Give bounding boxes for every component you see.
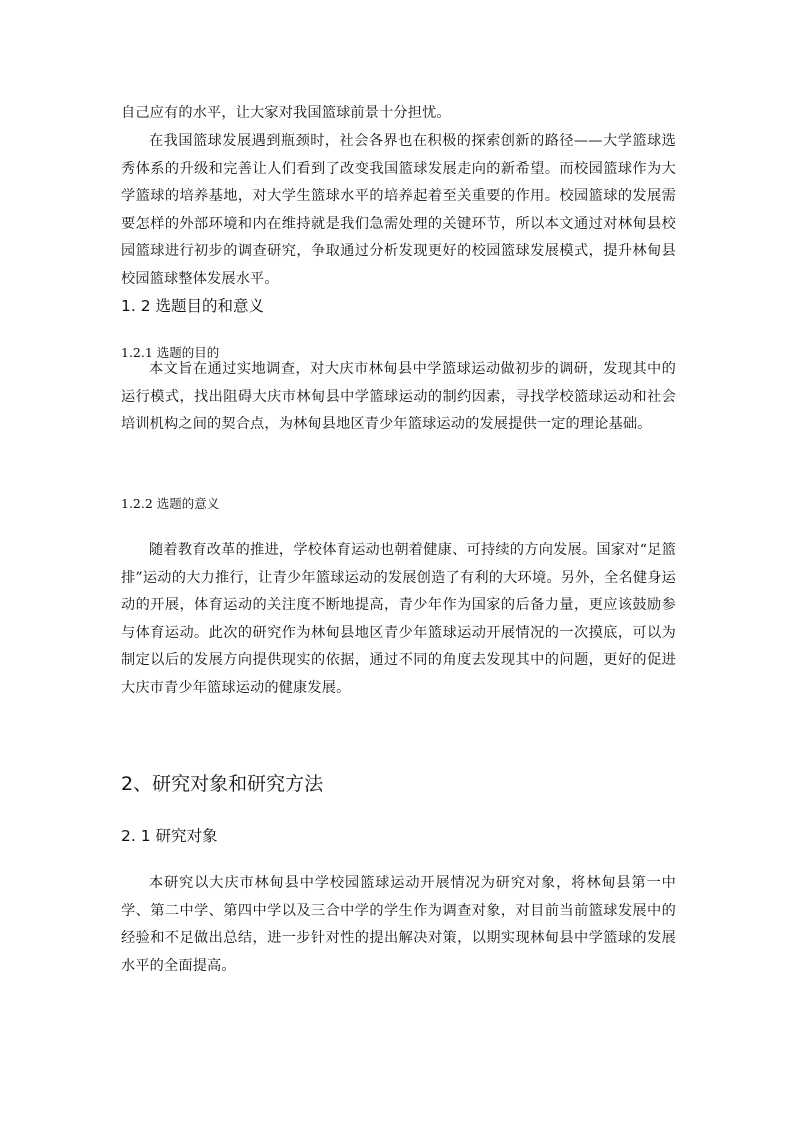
chapter-heading-2: 2、研究对象和研究方法	[121, 773, 324, 795]
subsection-heading-1-2-2: 1.2.2 选题的意义	[121, 496, 220, 511]
paragraph-purpose: 本文旨在通过实地调查，对大庆市林甸县中学篮球运动做初步的调研，发现其中的运行模式，找出阻碍大庆市林甸县中学篮球运动的制约因素，寻找学校篮球运动和社会培训机构之间的契合点，为林甸县地区青少年篮球运动的发展提供一定的理论基础。	[121, 361, 676, 433]
section-heading-1-2: 1. 2 选题目的和意义	[121, 297, 265, 315]
section-heading-2-1: 2. 1 研究对象	[121, 827, 218, 845]
paragraph-background: 在我国篮球发展遇到瓶颈时，社会各界也在积极的探索创新的路径——大学篮球选秀体系的升级和完善让人们看到了改变我国篮球发展走向的新希望。而校园篮球作为大学篮球的培养基地，对大学生篮球水平的培养起着至关重要的作用。校园篮球的发展需要怎样的外部环境和内在维持就是我们急需处理的关键环节，所以本文通过对林甸县校园篮球进行初步的调查研究，争取通过分析发现更好的校园篮球发展模式，提升林甸县校园篮球整体发展水平。	[121, 133, 676, 287]
paragraph-continued: 自己应有的水平，让大家对我国篮球前景十分担忧。	[121, 105, 451, 121]
paragraph-significance: 随着教育改革的推进，学校体育运动也朝着健康、可持续的方向发展。国家对“足篮排”运动的大力推行，让青少年篮球运动的发展创造了有利的大环境。另外，全名健身运动的开展，体育运动的关注度不断地提高，青少年作为国家的后备力量，更应该鼓励参与体育运动。此次的研究作为林甸县地区青少年篮球运动开展情况的一次摸底，可以为制定以后的发展方向提供现实的依据，通过不同的角度去发现其中的问题，更好的促进大庆市青少年篮球运动的健康发展。	[121, 542, 676, 696]
subsection-heading-1-2-1: 1.2.1 选题的目的	[121, 345, 220, 360]
paragraph-subject: 本研究以大庆市林甸县中学校园篮球运动开展情况为研究对象，将林甸县第一中学、第二中学、第四中学以及三合中学的学生作为调查对象，对目前当前篮球发展中的经验和不足做出总结，进一步针对性的提出解决对策，以期实现林甸县中学篮球的发展水平的全面提高。	[121, 875, 676, 974]
